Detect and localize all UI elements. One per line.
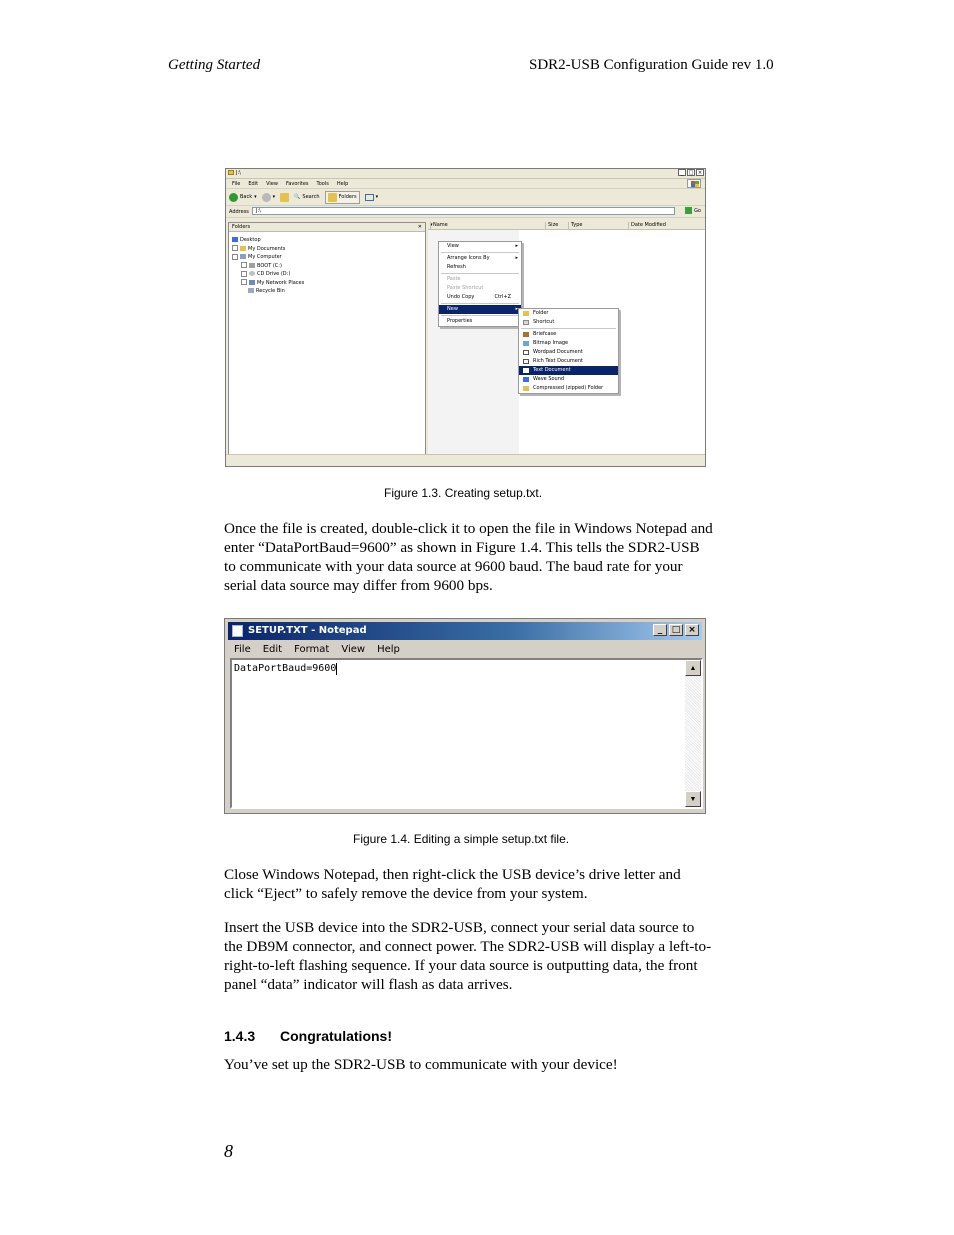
folders-icon [328, 193, 337, 202]
expand-icon [241, 271, 247, 277]
menu-format: Format [294, 644, 330, 655]
zip-folder-icon [523, 386, 529, 391]
status-bar [226, 454, 705, 466]
menu-item-properties: Properties [447, 318, 473, 324]
network-icon [249, 280, 255, 285]
go-button: Go [685, 207, 701, 214]
new-submenu [518, 308, 619, 394]
menu-file: File [232, 180, 241, 187]
menu-item-paste-shortcut: Paste Shortcut [447, 285, 484, 291]
folder-icon [228, 170, 234, 175]
menu-view: View [341, 644, 366, 655]
collapse-icon [232, 254, 238, 260]
notepad-window-screenshot [224, 618, 706, 814]
expand-icon [241, 262, 247, 268]
back-button: Back ▾ [229, 193, 257, 202]
document-icon [523, 359, 529, 364]
up-folder-button [280, 193, 289, 202]
submenu-arrow-icon: ▸ [515, 243, 518, 249]
go-arrow-icon [685, 207, 692, 214]
section-heading [224, 1028, 392, 1044]
folder-tree [229, 232, 425, 296]
back-arrow-icon [229, 193, 238, 202]
submenu-item-briefcase: Briefcase [519, 330, 618, 339]
menu-item-paste: Paste [447, 276, 461, 282]
tree-item-my-documents: My Documents [232, 245, 425, 254]
paragraph: Insert the USB device into the SDR2-USB, connect your serial data source to the DB9M connector, and connect power. The SDR2-USB will display a left-to-right-to-left flashing sequence. If your data source is outputting data, the front panel “data” indicator will flash as data arrives. [224, 919, 712, 993]
folder-icon [240, 246, 246, 251]
notepad-menu-bar [228, 641, 406, 658]
submenu-item-compressed-folder: Compressed (zipped) Folder [519, 384, 618, 393]
tree-item-boot-drive: BOOT (C:) [232, 262, 425, 271]
expand-icon [241, 279, 247, 285]
context-menu [438, 241, 522, 327]
notepad-title-bar [228, 622, 702, 640]
menu-help: Help [377, 644, 400, 655]
submenu-item-rich-text-document: Rich Text Document [519, 357, 618, 366]
submenu-item-bitmap-image: Bitmap Image [519, 339, 618, 348]
menu-tools: Tools [316, 180, 329, 187]
submenu-item-folder: Folder [519, 309, 618, 318]
menu-help: Help [336, 180, 349, 187]
tree-item-cd-drive: CD Drive (D:) [232, 270, 425, 279]
computer-icon [240, 254, 246, 259]
recycle-bin-icon [248, 288, 254, 293]
paragraph: Close Windows Notepad, then right-click the USB device’s drive letter and click “Eject” to safely remove the device from your system. [224, 866, 681, 902]
address-label: Address [229, 208, 249, 215]
close-icon: × [697, 170, 703, 176]
tree-item-my-computer: My Computer [232, 253, 425, 262]
explorer-toolbar [226, 189, 705, 206]
views-button: ▾ [365, 194, 379, 201]
running-header-left: Getting Started [168, 57, 261, 73]
menu-edit: Edit [248, 180, 259, 187]
menu-item-arrange-icons: Arrange Icons By ▸ [447, 255, 518, 261]
column-date-modified: Date Modified [628, 222, 666, 229]
menu-favorites: Favorites [285, 180, 309, 187]
explorer-title-bar [226, 169, 705, 179]
forward-arrow-icon [262, 193, 271, 202]
explorer-title: J:\ [236, 170, 241, 176]
notepad-text-area [230, 658, 703, 809]
vertical-scrollbar [685, 660, 701, 807]
shortcut-icon [523, 320, 529, 325]
search-icon: 🔍 [294, 194, 301, 200]
menu-file: File [234, 644, 251, 655]
notepad-content: DataPortBaud=9600 [234, 663, 337, 674]
submenu-item-text-document: Text Document [519, 366, 618, 375]
menu-view: View [266, 180, 278, 187]
forward-button: ▾ [262, 193, 276, 202]
figure-1-4-caption: Figure 1.4. Editing a simple setup.txt file. [353, 832, 570, 846]
section-title: Congratulations! [280, 1028, 392, 1044]
running-header-right: SDR2-USB Configuration Guide rev 1.0 [529, 57, 774, 73]
text-caret [336, 663, 337, 675]
address-bar [226, 206, 705, 218]
desktop-icon [232, 237, 238, 242]
menu-item-view: View ▸ [447, 243, 518, 249]
close-icon: × [685, 624, 699, 636]
search-button: 🔍 Search [294, 194, 320, 200]
shortcut-text: Ctrl+Z [494, 294, 511, 300]
submenu-item-wordpad-document: Wordpad Document [519, 348, 618, 357]
menu-edit: Edit [262, 644, 283, 655]
folders-button: Folders [325, 191, 360, 204]
briefcase-icon [523, 332, 529, 337]
column-type: Type [568, 222, 582, 229]
address-field: J:\ [252, 207, 675, 215]
scroll-up-icon: ▲ [685, 660, 701, 676]
bitmap-icon [523, 341, 529, 346]
document-icon [523, 350, 529, 355]
page-number: 8 [224, 1141, 233, 1161]
tree-item-desktop: Desktop [232, 236, 425, 245]
tree-item-network-places: My Network Places [232, 279, 425, 288]
section-number: 1.4.3 [224, 1028, 256, 1044]
drive-icon [249, 263, 255, 268]
maximize-icon: □ [669, 624, 683, 636]
menu-item-new: New ▸ [439, 305, 521, 314]
sound-icon [523, 377, 529, 382]
views-icon [365, 194, 374, 201]
scroll-down-icon: ▼ [685, 791, 701, 807]
minimize-icon: _ [678, 169, 686, 176]
column-headers [428, 222, 706, 230]
figure-1-3-caption: Figure 1.3. Creating setup.txt. [384, 486, 543, 500]
submenu-item-wave-sound: Wave Sound [519, 375, 618, 384]
column-name: Name ▾ [430, 222, 448, 228]
paragraph: Once the file is created, double-click it to open the file in Windows Notepad and enter “DataPortBaud=9600” as shown in Figure 1.4. This tells the SDR2-USB to communicate with your data source at 9600 baud. The baud rate for your serial data source may differ from 9600 bps. [224, 520, 713, 594]
close-pane-icon: ✕ [417, 224, 422, 230]
menu-item-undo-copy: Undo Copy Ctrl+Z [447, 294, 511, 300]
submenu-item-shortcut: Shortcut [519, 318, 618, 327]
submenu-arrow-icon: ▸ [515, 255, 518, 261]
paragraph: You’ve set up the SDR2-USB to communicate with your device! [224, 1056, 618, 1073]
expand-icon [232, 245, 238, 251]
minimize-icon: _ [653, 624, 667, 636]
folders-pane-title: Folders [232, 224, 251, 230]
folder-icon [523, 311, 529, 316]
folders-pane [228, 222, 426, 456]
text-file-icon [523, 368, 529, 373]
explorer-menu-bar [226, 179, 705, 189]
up-folder-icon [280, 193, 289, 202]
cd-drive-icon [249, 271, 255, 276]
windows-logo-icon [687, 179, 701, 188]
maximize-icon: □ [688, 170, 694, 176]
tree-item-recycle-bin: Recycle Bin [232, 287, 425, 296]
submenu-arrow-icon: ▸ [515, 306, 518, 312]
explorer-window-screenshot [225, 168, 706, 467]
column-size: Size [545, 222, 558, 229]
notepad-title: SETUP.TXT - Notepad [248, 625, 367, 636]
menu-item-refresh: Refresh [447, 264, 466, 270]
notepad-icon [232, 625, 243, 637]
